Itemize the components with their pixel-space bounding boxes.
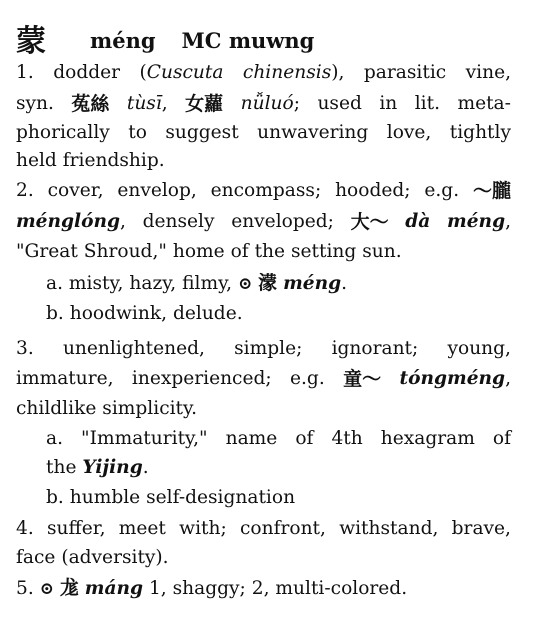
definition-text: (	[139, 62, 147, 83]
word	[139, 64, 223, 83]
word	[146, 487, 295, 508]
word	[16, 182, 34, 202]
word	[173, 578, 246, 599]
definition-text: young,	[447, 338, 511, 359]
word	[211, 182, 322, 202]
word	[362, 241, 401, 262]
headword-pinyin: méng	[90, 28, 156, 53]
definition-text: love,	[386, 122, 432, 143]
definition-text: shaggy;	[172, 578, 246, 599]
word	[132, 370, 272, 390]
definition-text: b.	[46, 487, 64, 508]
word	[457, 95, 510, 115]
chinese-characters: 童～	[343, 368, 382, 390]
word	[46, 303, 64, 324]
definition-text: tightly	[449, 122, 511, 143]
definition-line	[16, 95, 511, 115]
word	[16, 150, 57, 171]
word	[258, 273, 277, 294]
chinese-characters: 尨	[59, 577, 79, 599]
definition-text: a.	[46, 428, 63, 449]
word	[252, 578, 270, 599]
word	[331, 430, 362, 449]
word	[119, 520, 166, 539]
definition-text: home	[172, 241, 225, 262]
definition-text: setting	[290, 241, 357, 262]
definition-text: inexperienced;	[131, 368, 272, 389]
definition-text: suffer,	[47, 518, 106, 539]
definition-line	[16, 243, 402, 262]
latin-term: Cuscuta	[146, 62, 224, 83]
definition-text: unwavering	[257, 122, 369, 143]
definition-text: 2.	[16, 180, 34, 201]
word	[351, 213, 389, 233]
definition-text: ;	[293, 93, 300, 114]
definition-text: .	[341, 273, 348, 294]
definition-text: multi-colored.	[275, 578, 408, 599]
word	[295, 430, 313, 449]
definition-text: 1.	[16, 62, 34, 83]
word	[424, 182, 459, 202]
definition-text: to	[128, 122, 147, 143]
word	[387, 124, 432, 143]
definition-text: 3.	[16, 338, 34, 359]
latin-term: tùsī	[126, 93, 162, 114]
definition-text: 2,	[251, 578, 270, 599]
definition-text: meta-	[457, 93, 511, 114]
headword-character: 蒙	[16, 24, 46, 59]
definition-subsense	[46, 430, 511, 449]
word	[231, 213, 334, 233]
latin-term: chinensis	[242, 62, 332, 83]
word	[339, 520, 438, 539]
word	[16, 95, 54, 115]
word	[47, 520, 106, 539]
definition-text: brave,	[451, 518, 511, 539]
romanized-term: Yijing	[82, 457, 143, 478]
definition-text: immature,	[16, 368, 114, 389]
definition-text: sun.	[362, 241, 402, 262]
word	[63, 150, 165, 171]
word	[332, 340, 419, 359]
definition-text: childlike	[16, 398, 97, 419]
definition-text: envelop,	[117, 180, 197, 201]
word	[179, 520, 227, 539]
word	[143, 213, 215, 233]
definition-text: of	[230, 241, 249, 262]
word	[291, 241, 356, 262]
word	[185, 95, 223, 115]
word	[16, 241, 78, 262]
definition-text: "Immaturity,"	[81, 428, 208, 449]
definition-line	[16, 400, 197, 419]
word	[85, 578, 143, 599]
word	[364, 64, 446, 83]
definition-text: filmy,	[182, 273, 233, 294]
word	[290, 370, 325, 390]
definition-text: parasitic	[363, 62, 447, 83]
entry-headword-row	[16, 24, 315, 59]
definition-text: Shroud,"	[83, 241, 167, 262]
definition-text: e.g.	[424, 180, 460, 201]
word	[69, 273, 124, 294]
word	[240, 520, 326, 539]
word	[415, 95, 440, 115]
word	[317, 95, 361, 115]
definition-subsense	[46, 274, 347, 294]
word	[48, 182, 104, 202]
romanized-term: méng	[283, 273, 342, 294]
word	[343, 370, 381, 390]
definition-text: in	[379, 93, 398, 114]
definition-text: friendship.	[62, 150, 165, 171]
word	[182, 273, 232, 294]
word	[450, 124, 511, 143]
definition-text: confront,	[240, 518, 326, 539]
word	[379, 95, 397, 115]
definition-text: 5.	[16, 578, 34, 599]
word	[71, 95, 109, 115]
definition-text: .	[142, 457, 149, 478]
romanized-term: tóngméng	[399, 368, 506, 389]
definition-text: hexagram	[380, 428, 475, 449]
definition-line	[16, 124, 511, 143]
definition-text: simple;	[234, 338, 303, 359]
definition-text: unenlightened,	[62, 338, 205, 359]
word	[447, 213, 511, 233]
definition-text: suggest	[165, 122, 239, 143]
word	[40, 578, 54, 599]
word	[243, 64, 345, 83]
definition-text: hoodwink,	[69, 303, 168, 324]
word	[283, 273, 347, 294]
definition-subsense	[46, 459, 149, 478]
definition-text: misty,	[68, 273, 124, 294]
circle-marker: ⊙	[39, 579, 54, 599]
chinese-characters: 女蘿	[185, 93, 224, 115]
word	[493, 430, 511, 449]
word	[129, 273, 176, 294]
definition-text: b.	[46, 303, 64, 324]
chinese-characters: 濛	[258, 272, 278, 294]
word	[53, 64, 120, 83]
definition-text: held	[16, 150, 57, 171]
word	[241, 95, 300, 115]
word	[46, 430, 63, 449]
definition-text: ,	[505, 211, 511, 232]
word	[127, 95, 168, 115]
definition-text: ,	[505, 368, 511, 389]
word	[238, 273, 252, 294]
word	[16, 340, 34, 359]
word	[46, 273, 63, 294]
romanized-term: máng	[84, 578, 144, 599]
definition-text: 4th	[331, 428, 363, 449]
definition-text: lit.	[414, 93, 440, 114]
definition-line	[16, 520, 511, 539]
word	[102, 398, 197, 419]
word	[381, 430, 475, 449]
definition-text: syn.	[16, 93, 54, 114]
definition-text: simplicity.	[102, 398, 197, 419]
definition-text: vine,	[465, 62, 511, 83]
definition-line	[16, 152, 165, 171]
chinese-characters: 大～	[350, 211, 389, 233]
word	[16, 547, 55, 568]
definition-text: of	[295, 428, 314, 449]
definition-line	[16, 370, 511, 390]
chinese-characters: ～朧	[472, 180, 511, 202]
word	[234, 340, 302, 359]
word	[16, 124, 110, 143]
word	[149, 578, 167, 599]
word	[16, 213, 126, 233]
definition-text: ),	[331, 62, 345, 83]
word	[255, 241, 285, 262]
definition-text: encompass;	[210, 180, 322, 201]
word	[231, 241, 249, 262]
word	[275, 578, 407, 599]
word	[63, 340, 205, 359]
word	[46, 487, 64, 508]
definition-text: meet	[118, 518, 166, 539]
word	[82, 457, 148, 478]
word	[173, 241, 225, 262]
definition-text: of	[492, 428, 511, 449]
word	[405, 213, 430, 233]
romanized-term: ménglóng	[16, 211, 121, 232]
definition-line	[16, 340, 511, 359]
word	[46, 457, 76, 478]
circle-marker: ⊙	[237, 274, 253, 294]
definition-line	[16, 579, 407, 599]
word	[448, 340, 511, 359]
definition-text: used	[317, 93, 362, 114]
word	[16, 578, 34, 599]
definition-line	[16, 549, 169, 568]
word	[16, 398, 96, 419]
definition-text: name	[225, 428, 278, 449]
definition-text: ,	[120, 211, 126, 232]
word	[257, 124, 368, 143]
word	[70, 303, 167, 324]
word	[84, 241, 167, 262]
word	[81, 430, 208, 449]
word	[117, 182, 196, 202]
chinese-characters: 菟絲	[71, 93, 110, 115]
word	[452, 520, 511, 539]
definition-text: densely	[142, 211, 215, 232]
definition-text: 1,	[148, 578, 167, 599]
definition-line	[16, 182, 511, 202]
word	[70, 487, 140, 508]
definition-text: (adversity).	[61, 547, 169, 568]
word	[335, 182, 410, 202]
romanized-term: dà	[405, 211, 431, 232]
definition-text: hazy,	[129, 273, 177, 294]
definition-text: 4.	[16, 518, 34, 539]
definition-text: "Great	[16, 241, 78, 262]
definition-text: a.	[46, 273, 63, 294]
definition-text: humble	[69, 487, 141, 508]
word	[16, 370, 114, 390]
word	[61, 547, 168, 568]
definition-subsense	[46, 489, 295, 508]
definition-line	[16, 64, 511, 83]
definition-line	[16, 213, 511, 233]
word	[16, 520, 34, 539]
definition-text: delude.	[172, 303, 243, 324]
definition-text: enveloped;	[231, 211, 334, 232]
definition-subsense	[46, 305, 243, 324]
definition-text: with;	[179, 518, 227, 539]
romanized-term: méng	[447, 211, 506, 232]
word	[173, 303, 243, 324]
word	[226, 430, 278, 449]
word	[165, 124, 238, 143]
definition-text: the	[46, 457, 77, 478]
definition-text: hooded;	[335, 180, 411, 201]
definition-text: the	[254, 241, 286, 262]
definition-text: withstand,	[339, 518, 439, 539]
word	[60, 578, 79, 599]
latin-term: nǚluó	[240, 93, 294, 114]
headword-middle-chinese: MC muwng	[181, 28, 315, 53]
word	[128, 124, 147, 143]
definition-text: e.g.	[290, 368, 325, 389]
definition-text: cover,	[47, 180, 104, 201]
definition-text: phorically	[16, 122, 110, 143]
definition-text: ,	[161, 93, 168, 114]
definition-text: self-designation	[146, 487, 296, 508]
word	[466, 64, 511, 83]
definition-text: face	[16, 547, 56, 568]
word	[400, 370, 511, 390]
word	[16, 64, 34, 83]
word	[473, 182, 511, 202]
definition-text: dodder	[53, 62, 121, 83]
definition-text: ignorant;	[331, 338, 419, 359]
